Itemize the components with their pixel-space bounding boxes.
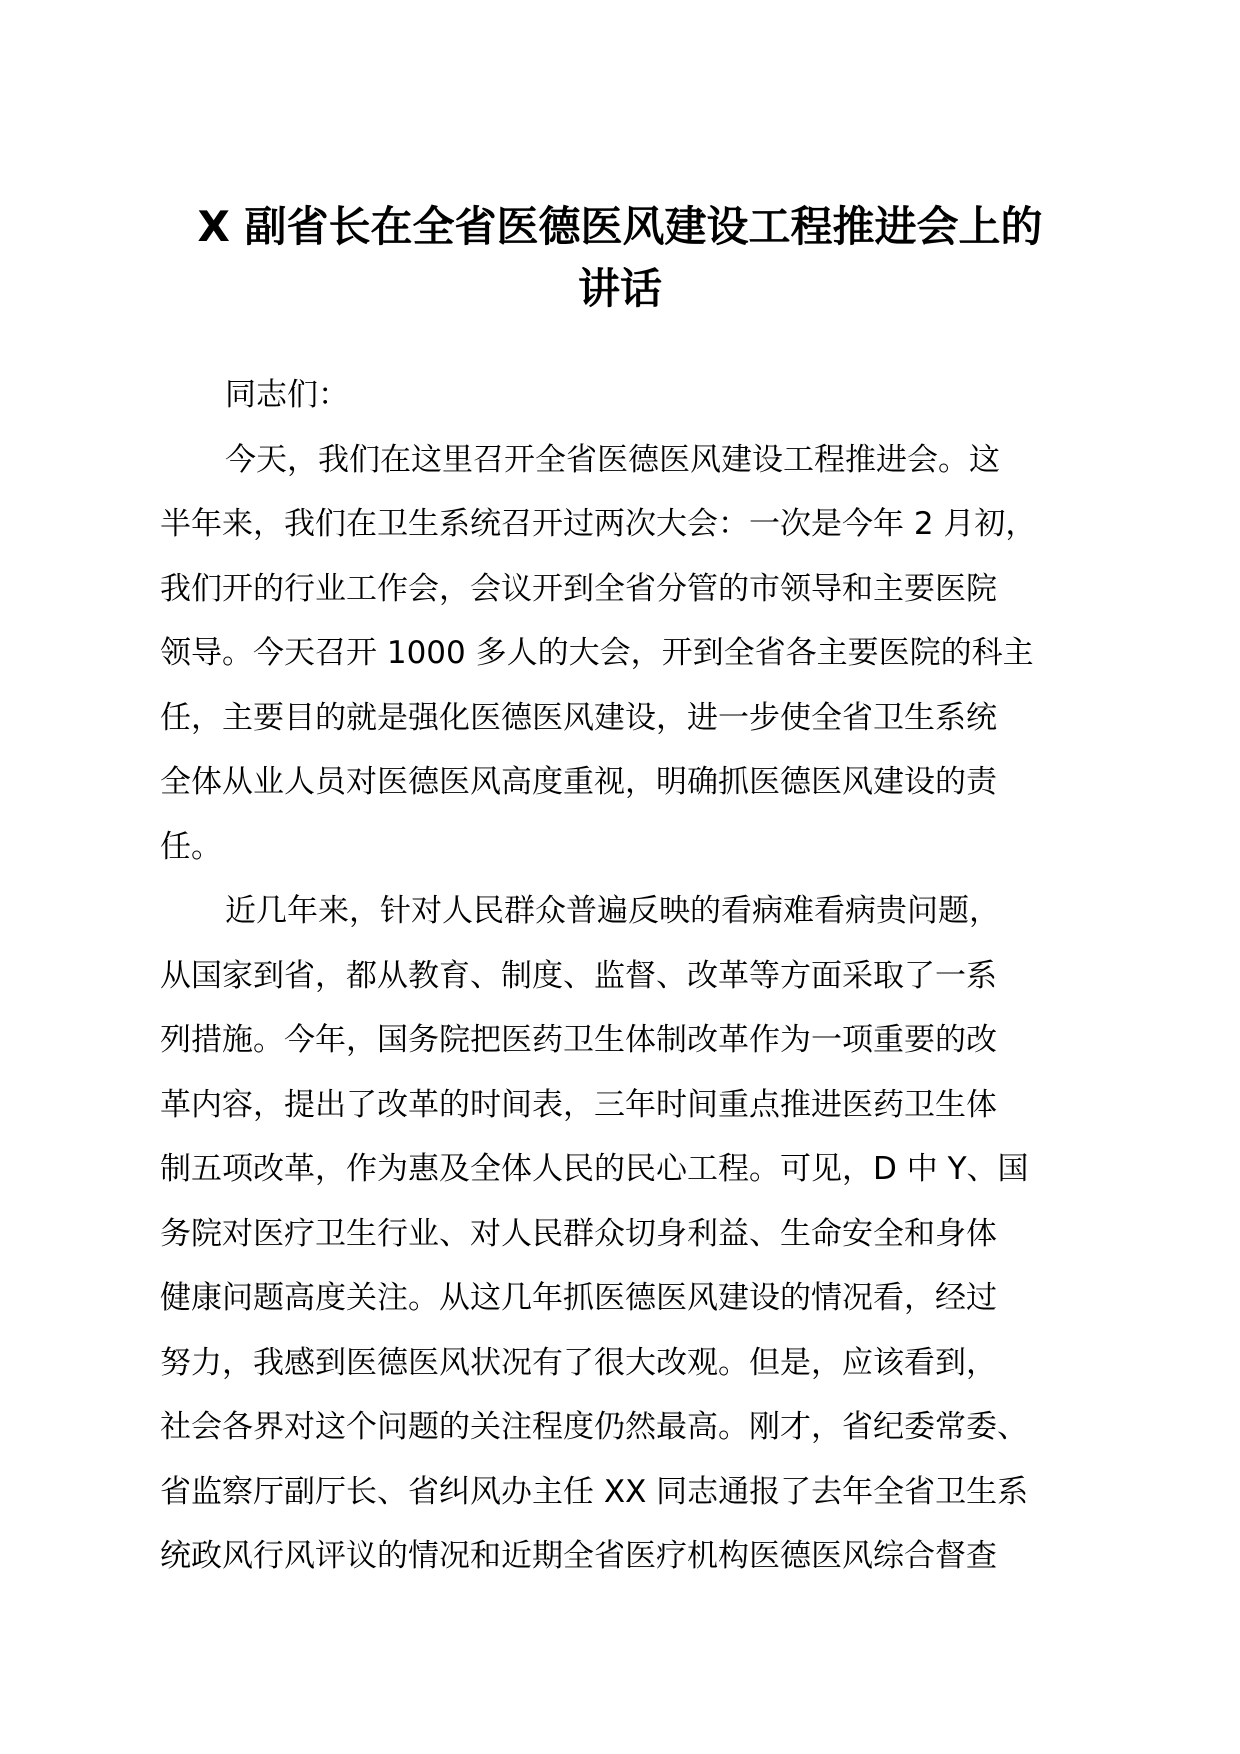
paragraph-line: 近几年来，针对人民群众普遍反映的看病难看病贵问题， [225,893,1000,929]
paragraph-line: 半年来，我们在卫生系统召开过两次大会：一次是今年 2 月初， [160,506,1037,542]
title-line: X 副省长在全省医德医风建设工程推进会上的 [197,202,1043,251]
paragraph-line: 健康问题高度关注。从这几年抓医德医风建设的情况看，经过 [160,1280,997,1316]
paragraph-line: 领导。今天召开 1000 多人的大会，开到全省各主要医院的科主 [160,635,1034,671]
title-line: 讲话 [577,264,662,313]
paragraph-line: 革内容，提出了改革的时间表，三年时间重点推进医药卫生体 [160,1086,997,1123]
paragraph-line: 努力，我感到医德医风状况有了很大改观。但是，应该看到， [160,1344,997,1381]
paragraph-line: 我们开的行业工作会，会议开到全省分管的市领导和主要医院 [160,570,997,607]
paragraph-line: 统政风行风评议的情况和近期全省医疗机构医德医风综合督查 [160,1538,997,1574]
paragraph-line: 任，主要目的就是强化医德医风建设，进一步使全省卫生系统 [160,699,997,736]
document-title [160,196,1080,320]
paragraph-line: 务院对医疗卫生行业、对人民群众切身利益、生命安全和身体 [160,1215,997,1252]
document-body [160,363,1120,1589]
paragraph-line: 任。 [160,828,222,865]
salutation: 同志们： [225,377,349,413]
paragraph-line: 全体从业人员对医德医风高度重视，明确抓医德医风建设的责 [160,764,997,800]
paragraph-line: 省监察厅副厅长、省纠风办主任 XX 同志通报了去年全省卫生系 [160,1473,1029,1510]
paragraph-line: 社会各界对这个问题的关注程度仍然最高。刚才，省纪委常委、 [160,1409,1028,1445]
paragraph-line: 从国家到省，都从教育、制度、监督、改革等方面采取了一系 [160,957,997,994]
paragraph-line: 制五项改革，作为惠及全体人民的民心工程。可见，D 中 Y、国 [160,1151,1029,1187]
paragraph-line: 列措施。今年，国务院把医药卫生体制改革作为一项重要的改 [160,1022,997,1058]
paragraph-line: 今天，我们在这里召开全省医德医风建设工程推进会。这 [225,441,1000,478]
